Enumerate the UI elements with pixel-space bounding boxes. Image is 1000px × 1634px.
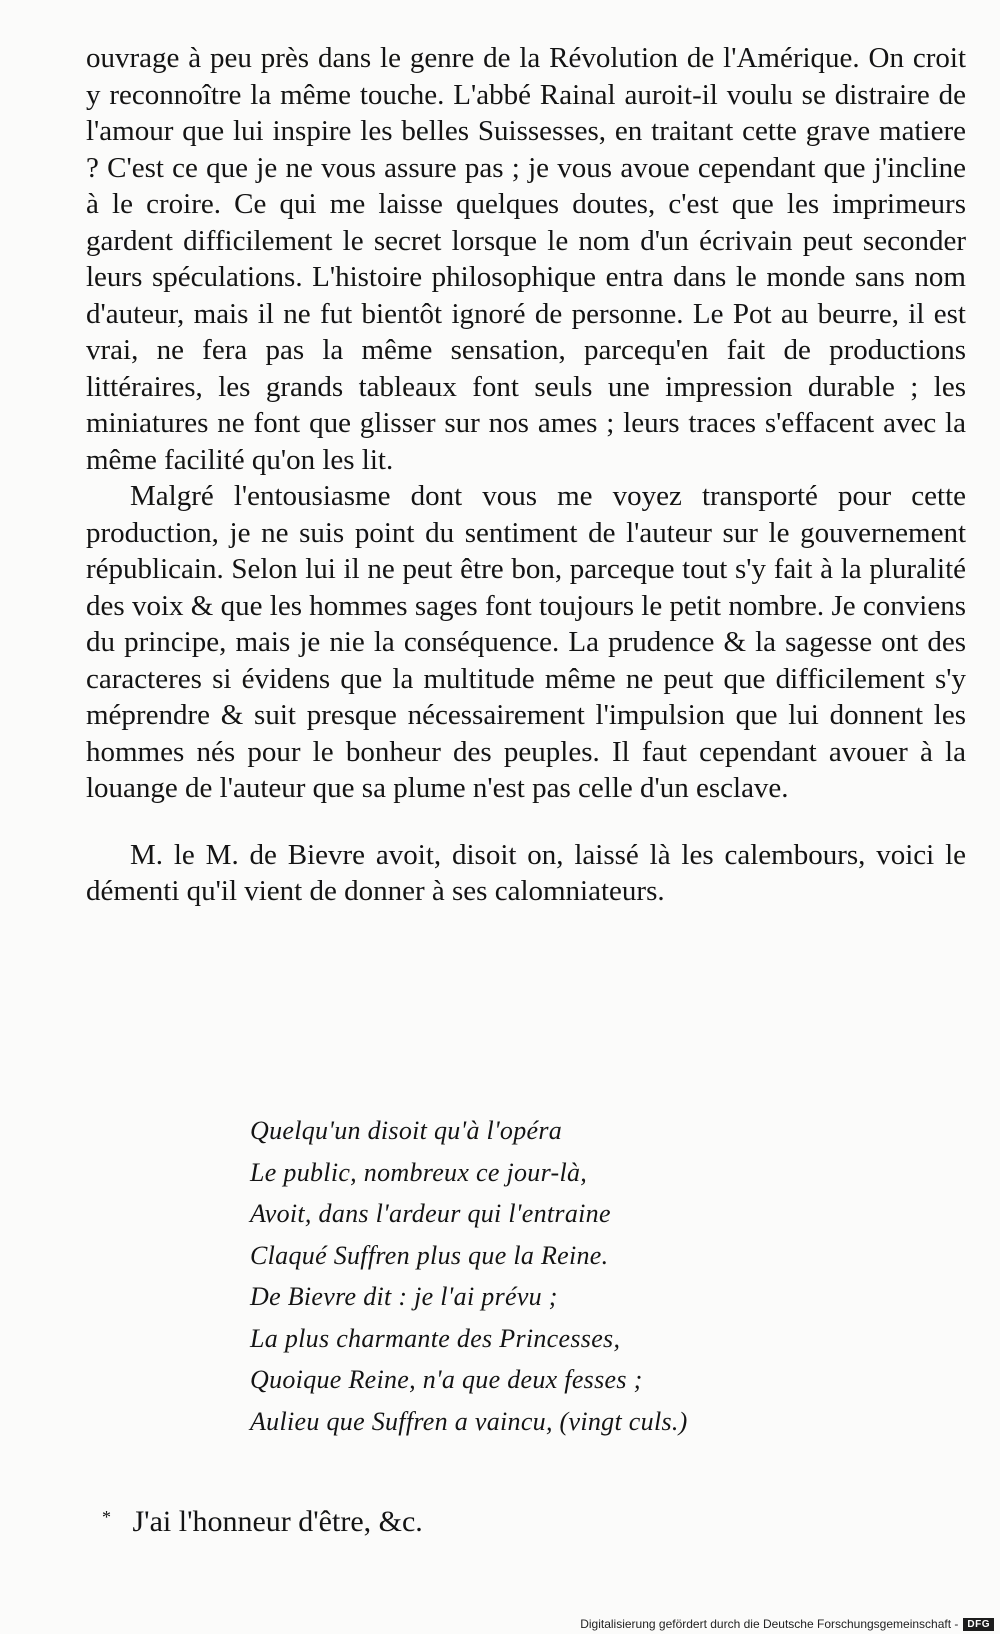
closing-line [102, 1505, 423, 1539]
verse-line: Aulieu que Suffren a vaincu, (vingt culs.) [250, 1406, 688, 1436]
paragraph-1: ouvrage à peu près dans le genre de la Révolution de l'Amérique. On croit y reconnoître la même touche. L'abbé Rainal auroit-il voulu se distraire de l'amour que lui inspire les belles Suissesses, en traitant cette grave matiere ? C'est ce que je ne vous assure pas ; je vous avoue cependant que j'incline à le croire. Ce qui me laisse quelques doutes, c'est que les imprimeurs gardent difficilement le secret lorsque le nom d'un écrivain peut seconder leurs spéculations. L'histoire philosophique entra dans le monde sans nom d'auteur, mais il ne fut bientôt ignoré de personne. Le Pot au beurre, il est vrai, ne fera pas la même sensation, parcequ'en fait de productions littéraires, les grands tableaux font seuls une impression durable ; les miniatures ne font que glisser sur nos ames ; leurs traces s'effacent avec la même facilité qu'on les lit. [86, 42, 966, 476]
verse-line: Le public, nombreux ce jour-là, [250, 1157, 588, 1187]
verse-line: Quelqu'un disoit qu'à l'opéra [250, 1116, 563, 1145]
dfg-logo: DFG [963, 1618, 994, 1631]
verse-line: Claqué Suffren plus que la Reine. [250, 1240, 609, 1270]
verse-line: La plus charmante des Princesses, [250, 1323, 621, 1353]
verse-block [250, 1110, 950, 1442]
closing-mark: * [102, 1507, 111, 1527]
footer-text: Digitalisierung gefördert durch die Deutsche Forschungsgemeinschaft - [580, 1617, 959, 1631]
paragraph-3: M. le M. de Bievre avoit, disoit on, laissé là les calembours, voici le démenti qu'il vient de donner à ses calomniateurs. [86, 838, 966, 907]
verse-line: De Bievre dit : je l'ai prévu ; [250, 1282, 558, 1311]
paragraph-2: Malgré l'entousiasme dont vous me voyez transporté pour cette production, je ne suis point du sentiment de l'auteur sur le gouvernement républicain. Selon lui il ne peut être bon, parceque tout s'y fait à la pluralité des voix & que les hommes sages font toujours le petit nombre. Je conviens du principe, mais je nie la conséquence. La prudence & la sagesse ont des caracteres si évidens que la multitude même ne peut que difficilement s'y méprendre & suit presque nécessairement l'impulsion que lui donnent les hommes nés pour le bonheur des peuples. Il faut cependant avouer à la louange de l'auteur que sa plume n'est pas celle d'un esclave. [86, 480, 966, 804]
digitization-footer [580, 1617, 994, 1631]
body-text [86, 40, 966, 910]
verse-line: Avoit, dans l'ardeur qui l'entraine [250, 1199, 611, 1228]
verse-line: Quoique Reine, n'a que deux fesses ; [250, 1365, 643, 1394]
closing-text: J'ai l'honneur d'être, &c. [132, 1505, 423, 1538]
